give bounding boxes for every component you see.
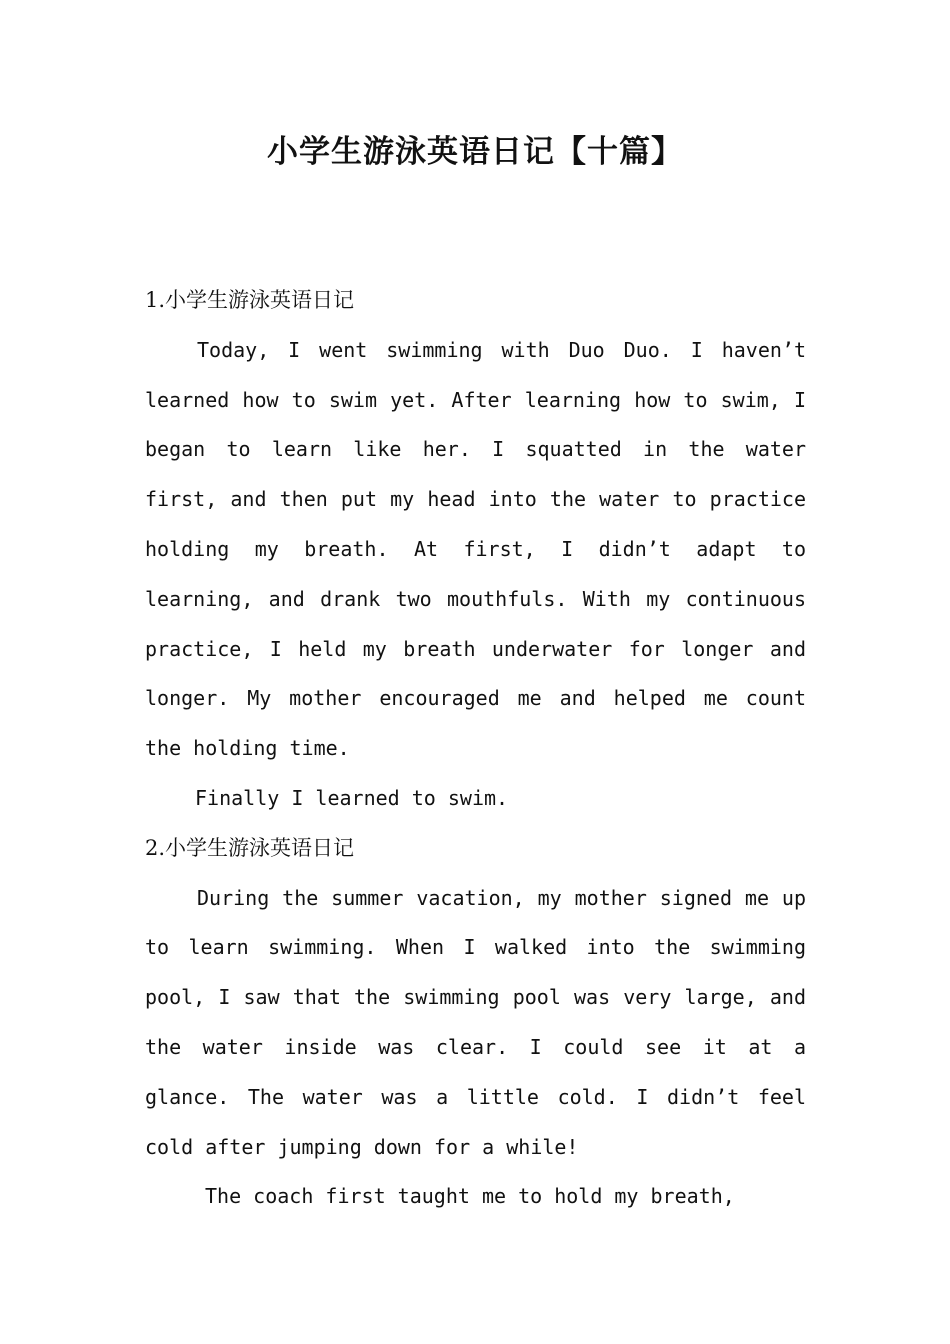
section-1-paragraph-1: Today, I went swimming with Duo Duo. I haven’t learned how to swim yet. After learning how to swim, I began to learn like her. I squatted in the water first, and then put my head into the water to practice holding my breath. At first, I didn’t adapt to learning, and drank two mouthfuls. With my continuous practice, I held my breath underwater for longer and longer. My mother encouraged me and helped me count the holding time. bbox=[145, 337, 806, 761]
section-heading-2: 2.小学生游泳英语日记 bbox=[145, 835, 355, 860]
section-2-paragraph-2: The coach first taught me to hold my breath, bbox=[205, 1184, 735, 1209]
document-body bbox=[145, 276, 806, 1222]
section-2-paragraph-1: During the summer vacation, my mother signed me up to learn swimming. When I walked into the swimming pool, I saw that the swimming pool was very large, and the water inside was clear. I could see it at a glance. The water was a little cold. I didn’t feel cold after jumping down for a while! bbox=[145, 885, 806, 1159]
section-1-paragraph-2: Finally I learned to swim. bbox=[195, 785, 509, 810]
document-title: 小学生游泳英语日记【十篇】 bbox=[267, 134, 683, 170]
section-heading-1: 1.小学生游泳英语日记 bbox=[145, 288, 355, 312]
